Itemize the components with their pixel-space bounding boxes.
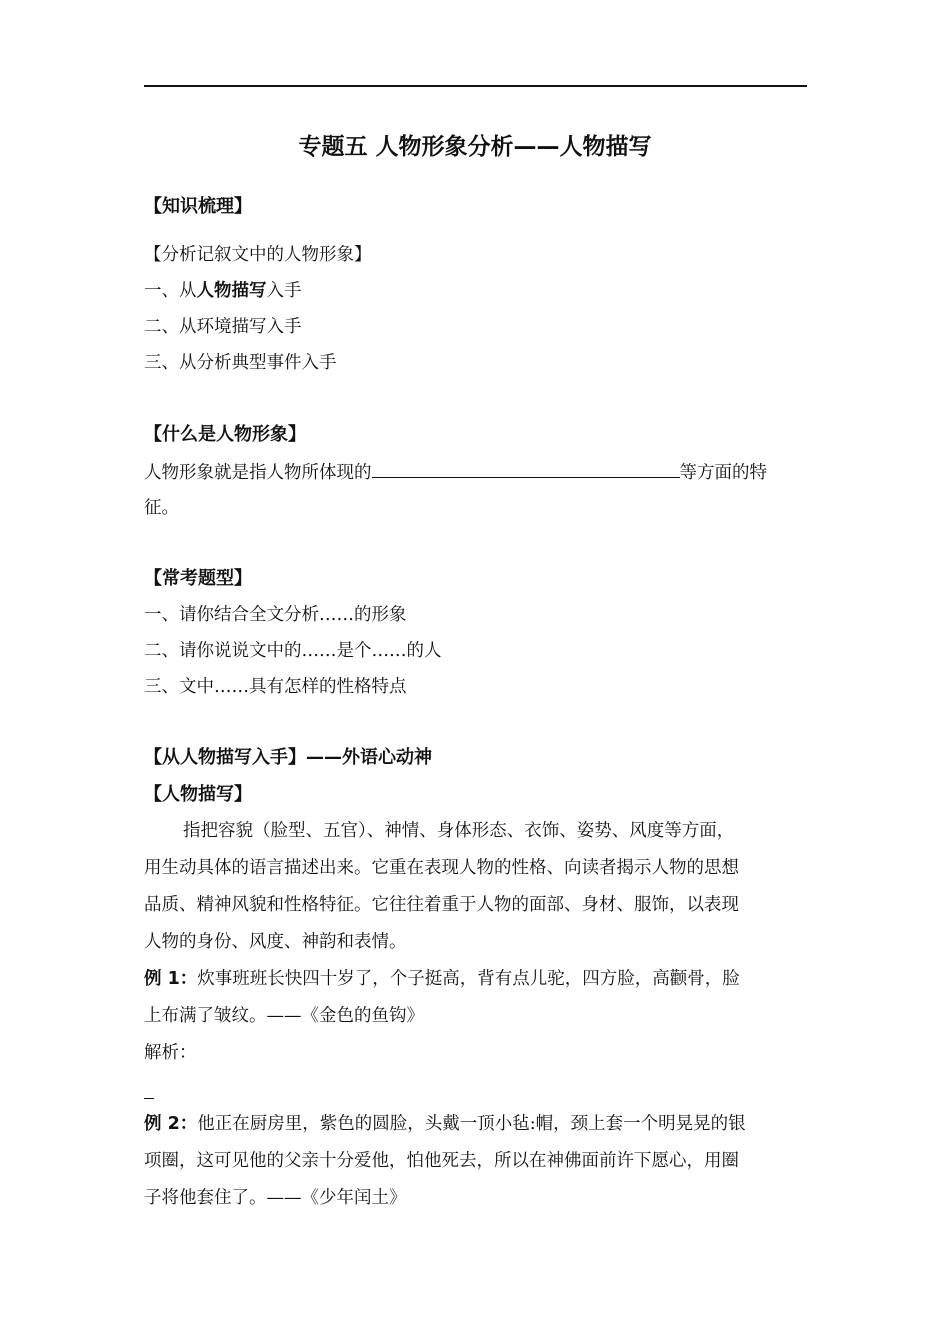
example-text: 炊事班班长快四十岁了，个子挺高，背有点儿驼，四方脸，高颧骨，脸 — [197, 969, 740, 989]
text-before-blank: 人物形象就是指人物所体现的 — [144, 463, 372, 483]
analysis-label: 解析： — [144, 1043, 197, 1063]
example-2-line: 子将他套住了。——《少年闰土》 — [144, 1188, 407, 1208]
short-underline — [144, 1097, 154, 1099]
example-1-line: 上布满了皱纹。——《金色的鱼钩》 — [144, 1006, 424, 1026]
paragraph-line — [144, 459, 767, 485]
section-heading-knowledge: 【知识梳理】 — [144, 196, 252, 217]
example-2-line — [144, 1112, 746, 1136]
header-rule — [144, 85, 807, 87]
list-item: 三、文中……具有怎样的性格特点 — [144, 677, 407, 697]
list-item: 二、请你说说文中的……是个……的人 — [144, 641, 442, 661]
list-item — [144, 279, 302, 303]
list-item: 三、从分析典型事件入手 — [144, 353, 337, 373]
paragraph-line: 征。 — [144, 498, 179, 518]
section-heading-what-is: 【什么是人物形象】 — [144, 424, 306, 445]
example-2-line: 项圈，这可见他的父亲十分爱他，怕他死去，所以在神佛面前许下愿心，用圈 — [144, 1151, 739, 1171]
paragraph-line: 人物的身份、风度、神韵和表情。 — [144, 932, 407, 952]
paragraph-line: 品质、精神风貌和性格特征。它往往着重于人物的面部、身材、服饰，以表现 — [144, 895, 739, 915]
page-title: 专题五 人物形象分析——人物描写 — [298, 134, 652, 160]
section-heading-question-types: 【常考题型】 — [144, 568, 252, 589]
list-item-prefix: 一、从 — [144, 281, 197, 301]
list-item-bold: 人物描写 — [196, 281, 267, 301]
text-after-blank: 等方面的特 — [679, 463, 767, 483]
list-item: 一、请你结合全文分析……的形象 — [144, 605, 407, 625]
example-text: 他正在厨房里，紫色的圆脸，头戴一顶小毡:帽，颈上套一个明晃晃的银 — [197, 1114, 746, 1134]
subheading-analysis: 【分析记叙文中的人物形象】 — [144, 245, 372, 265]
example-label: 例 2： — [144, 1114, 198, 1134]
subheading-character-description: 【人物描写】 — [144, 784, 252, 805]
list-item: 二、从环境描写入手 — [144, 317, 302, 337]
example-1-line — [144, 967, 740, 991]
paragraph-line: 指把容貌（脸型、五官）、神情、身体形态、衣饰、姿势、风度等方面， — [183, 821, 735, 841]
fill-in-blank — [372, 459, 680, 478]
example-label: 例 1： — [144, 969, 198, 989]
list-item-suffix: 入手 — [266, 281, 302, 301]
paragraph-line: 用生动具体的语言描述出来。它重在表现人物的性格、向读者揭示人物的思想 — [144, 858, 739, 878]
section-heading-description: 【从人物描写入手】——外语心动神 — [144, 747, 432, 768]
